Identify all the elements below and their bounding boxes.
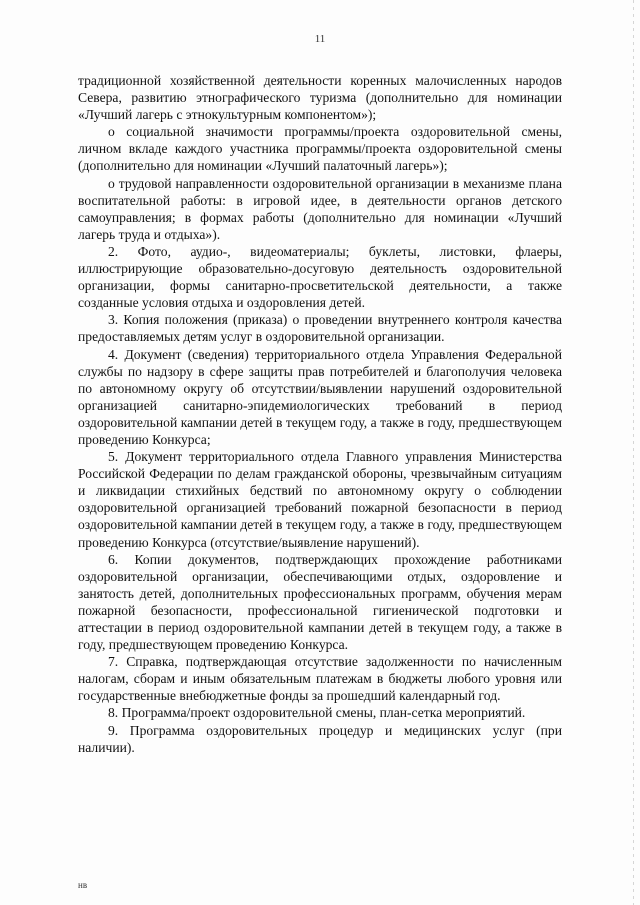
paragraph-item-5-fire-safety: 5. Документ территориального отдела Главного управления Министерства Российской Федерации по делам гражданской обороны, чрезвычайным ситуациям и ликвидации стихийных бедствий по автономному округу о соблюдении оздоровительной организацией требований пожарной безопасности в период оздоровительной кампании детей в текущем году, а также в году, предшествующем проведению Конкурса (отсутствие/выявление нарушений).	[78, 449, 562, 550]
paragraph-item-2-media: 2. Фото, аудио-, видеоматериалы; буклеты, листовки, флаеры, иллюстрирующие образовательно-досуговую деятельность оздоровительной организации, формы санитарно-просветительской деятельности, а также созданные условия отдыха и оздоровления детей.	[78, 243, 562, 311]
footer-initials: нв	[78, 880, 88, 890]
paragraph-social-significance: о социальной значимости программы/проекта оздоровительной смены, личном вкладе каждого участника программы/проекта оздоровительной смены (дополнительно для номинации «Лучший палаточный лагерь»);	[78, 124, 562, 174]
scan-edge-divider	[633, 0, 634, 905]
paragraph-labor-orientation: о трудовой направленности оздоровительной организации в механизме плана воспитательной работы: в игровой идее, в деятельности органов детского самоуправления; в формах работы (дополнительно для номинации «Лучший лагерь труда и отдыха»).	[78, 175, 562, 242]
paragraph-item-8-program: 8. Программа/проект оздоровительной смены, план-сетка мероприятий.	[108, 705, 526, 721]
paragraph-item-6-staff-training: 6. Копии документов, подтверждающих прохождение работниками оздоровительной организации, обеспечивающими отдых, оздоровление и занятость детей, дополнительных профессиональных программ, обучения мерам пожарной безопасности, профессиональной гигиенической подготовки и аттестации в период оздоровительной кампании детей в текущем году, а также в году, предшествующем проведению Конкурса.	[78, 551, 562, 653]
page-number: 11	[314, 33, 326, 45]
paragraph-item-9-health-procedures: 9. Программа оздоровительных процедур и медицинских услуг (при наличии).	[78, 722, 562, 755]
paragraph-item-7-tax-certificate: 7. Справка, подтверждающая отсутствие задолженности по начисленным налогам, сборам и иным обязательным платежам в бюджеты любого уровня или государственные внебюджетные фонды за прошедший календарный год.	[78, 654, 562, 704]
document-body	[78, 72, 562, 756]
paragraph-ethno-continuation: традиционной хозяйственной деятельности коренных малочисленных народов Севера, развитию этнографического туризма (дополнительно для номинации «Лучший лагерь с этнокультурным компонентом»);	[78, 73, 562, 123]
paragraph-item-4-sanitary: 4. Документ (сведения) территориального отдела Управления Федеральной службы по надзору в сфере защиты прав потребителей и благополучия человека по автономному округу об отсутствии/выявлении нарушений оздоровительной организацией санитарно-эпидемиологических требований в период оздоровительной кампании детей в текущем году, а также в году, предшествующем проведению Конкурса;	[78, 346, 562, 447]
paragraph-item-3-internal-control: 3. Копия положения (приказа) о проведении внутреннего контроля качества предоставляемых детям услуг в оздоровительной организации.	[78, 312, 562, 345]
